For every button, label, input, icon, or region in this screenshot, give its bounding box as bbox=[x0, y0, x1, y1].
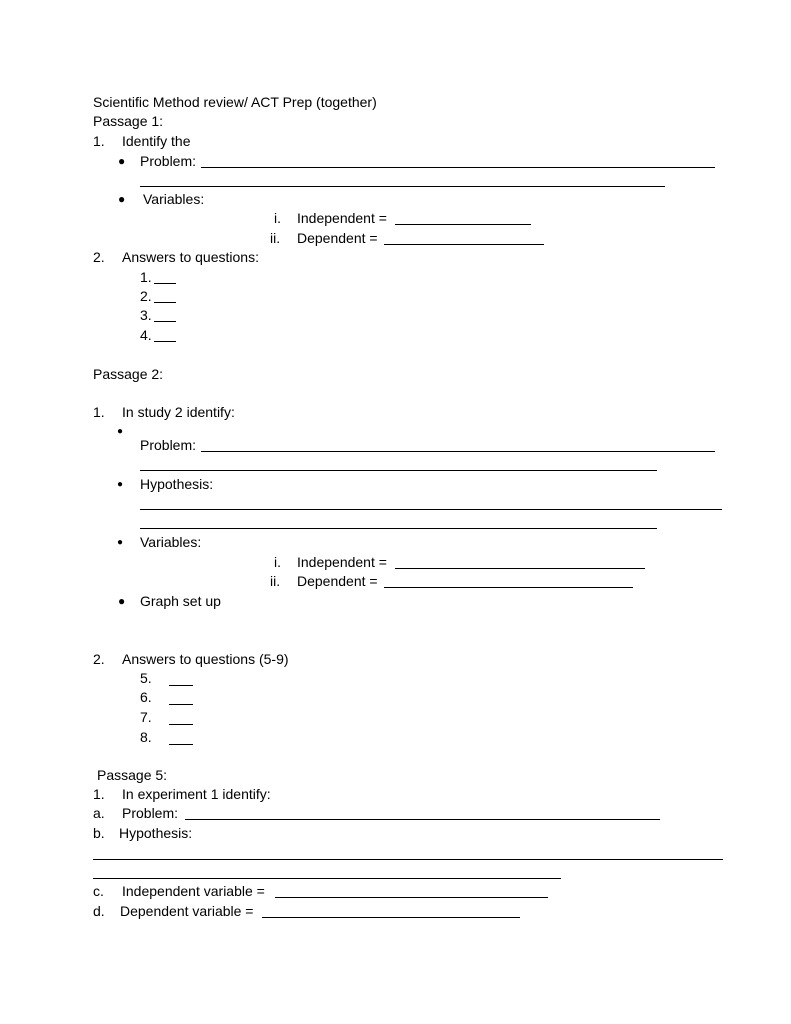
p5-a-letter: a. bbox=[93, 805, 105, 821]
p1-answer-number: 3. bbox=[140, 307, 152, 323]
p2-answer-number: 6. bbox=[140, 689, 152, 705]
p5-d-letter: d. bbox=[93, 903, 105, 919]
p2-answer-blank[interactable] bbox=[169, 724, 193, 725]
p1-answer-blank[interactable] bbox=[154, 283, 176, 284]
bullet-icon: ● bbox=[118, 192, 126, 206]
p5-problem-blank[interactable] bbox=[185, 819, 660, 820]
p5-d-dep-label: Dependent variable = bbox=[120, 903, 254, 919]
p1-problem-label: Problem: bbox=[140, 153, 197, 169]
p1-answer-number: 4. bbox=[140, 327, 152, 343]
p2-problem-blank-1[interactable] bbox=[201, 451, 715, 452]
p2-dep-blank[interactable] bbox=[384, 587, 633, 588]
p2-item2-number: 2. bbox=[93, 651, 105, 667]
p2-indep-blank[interactable] bbox=[395, 568, 645, 569]
p2-problem-blank-2[interactable] bbox=[140, 470, 657, 471]
p5-c-indep-label: Independent variable = bbox=[122, 883, 265, 899]
p1-item1-label: Identify the bbox=[122, 133, 191, 149]
p1-indep-blank[interactable] bbox=[395, 224, 531, 225]
p2-dep-number: ii. bbox=[270, 573, 281, 589]
bullet-icon: ● bbox=[118, 154, 126, 168]
bullet-icon: ● bbox=[117, 479, 124, 490]
p2-answer-number: 5. bbox=[140, 670, 152, 686]
p2-item1-label: In study 2 identify: bbox=[122, 404, 235, 420]
bullet-icon: ● bbox=[117, 537, 124, 548]
p2-answer-blank[interactable] bbox=[169, 704, 193, 705]
p2-item2-label: Answers to questions (5-9) bbox=[122, 651, 289, 667]
p2-answer-number: 8. bbox=[140, 729, 152, 745]
p1-answer-blank[interactable] bbox=[154, 302, 176, 303]
p1-dep-number: ii. bbox=[270, 230, 281, 246]
passage-5-heading: Passage 5: bbox=[97, 767, 168, 783]
p2-hypothesis-blank-2[interactable] bbox=[140, 528, 657, 529]
p1-problem-blank-1[interactable] bbox=[201, 167, 715, 168]
p5-a-problem-label: Problem: bbox=[122, 805, 179, 821]
p5-hypothesis-blank-1[interactable] bbox=[93, 859, 723, 860]
p5-hypothesis-blank-2[interactable] bbox=[93, 878, 561, 879]
p1-answer-number: 2. bbox=[140, 288, 152, 304]
p1-item2-number: 2. bbox=[93, 249, 105, 265]
p2-indep-number: i. bbox=[274, 554, 281, 570]
p1-dep-label: Dependent = bbox=[297, 230, 378, 246]
passage-2-heading: Passage 2: bbox=[93, 366, 164, 382]
p1-answer-number: 1. bbox=[140, 269, 152, 285]
p2-answer-blank[interactable] bbox=[169, 744, 193, 745]
worksheet-title: Scientific Method review/ ACT Prep (together) bbox=[93, 94, 377, 110]
bullet-icon: ● bbox=[118, 594, 126, 608]
p1-dep-blank[interactable] bbox=[384, 244, 544, 245]
p5-b-letter: b. bbox=[93, 825, 105, 841]
p5-dep-blank[interactable] bbox=[262, 917, 520, 918]
bullet-icon: ● bbox=[117, 426, 124, 437]
p2-variables-label: Variables: bbox=[140, 534, 202, 550]
p2-item1-number: 1. bbox=[93, 404, 105, 420]
p1-item2-label: Answers to questions: bbox=[122, 249, 259, 265]
p2-graph-label: Graph set up bbox=[140, 593, 221, 609]
p1-indep-number: i. bbox=[274, 210, 281, 226]
p1-item1-number: 1. bbox=[93, 133, 105, 149]
p2-answer-number: 7. bbox=[140, 709, 152, 725]
p5-c-letter: c. bbox=[93, 883, 104, 899]
p1-problem-blank-2[interactable] bbox=[140, 186, 665, 187]
p2-answer-blank[interactable] bbox=[169, 685, 193, 686]
p5-b-hypothesis-label: Hypothesis: bbox=[119, 825, 193, 841]
p2-indep-label: Independent = bbox=[297, 554, 387, 570]
p1-answer-blank[interactable] bbox=[154, 341, 176, 342]
p2-hypothesis-blank-1[interactable] bbox=[140, 509, 722, 510]
passage-1-heading: Passage 1: bbox=[93, 113, 164, 129]
p5-item1-number: 1. bbox=[93, 786, 105, 802]
p2-hypothesis-label: Hypothesis: bbox=[140, 476, 214, 492]
p5-item1-label: In experiment 1 identify: bbox=[122, 786, 271, 802]
p1-answer-blank[interactable] bbox=[154, 321, 176, 322]
p1-variables-label: Variables: bbox=[143, 191, 205, 207]
p1-indep-label: Independent = bbox=[297, 210, 387, 226]
p2-problem-label: Problem: bbox=[140, 437, 197, 453]
p2-dep-label: Dependent = bbox=[297, 573, 378, 589]
p5-indep-blank[interactable] bbox=[275, 897, 548, 898]
